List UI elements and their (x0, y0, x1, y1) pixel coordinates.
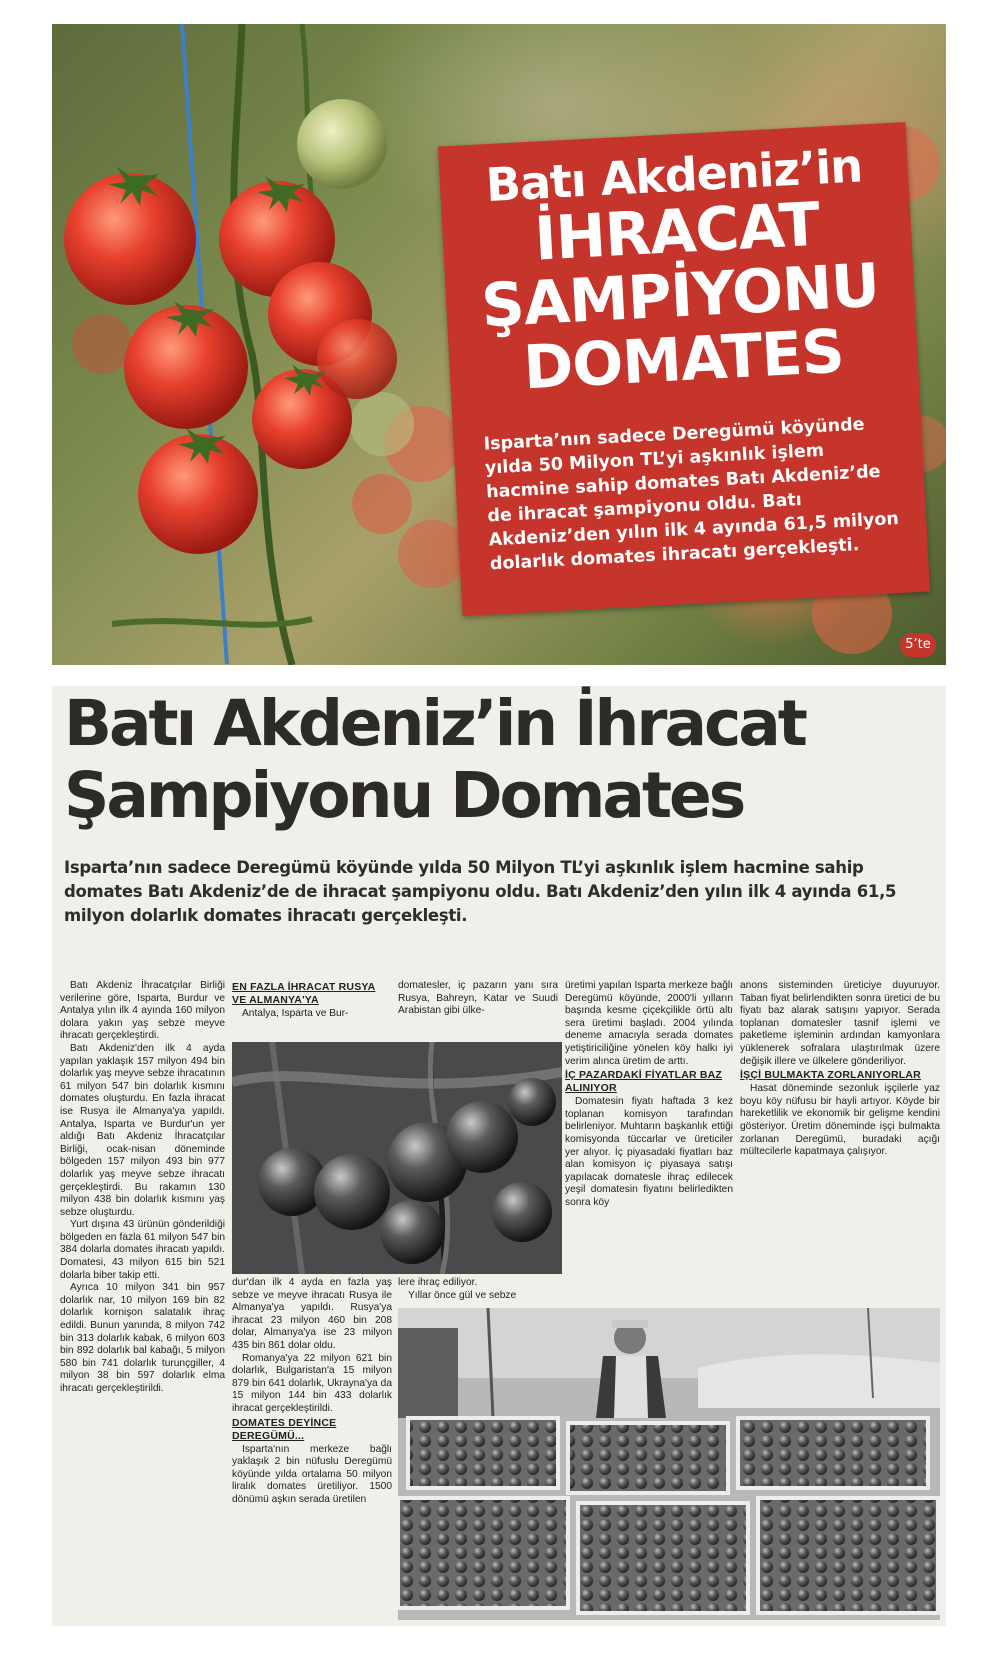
paragraph: Batı Akdeniz İhracatçılar Birliği verilerine göre, Isparta, Burdur ve Antalya yılın ilk 4 ayında 160 milyon dolara yakın yaş sebze meyve ihracatı gerçekleştirdi. (60, 980, 225, 1042)
article-column-2-bottom (232, 1277, 392, 1507)
article-headline (64, 688, 944, 832)
paragraph: üretimi yapılan Isparta merkeze bağlı Deregümü köyünde, 2000'li yılların başında kesme çiçekçilikle örtü altı sera üretimi başladı. 2004 yılında deneme amacıyla serada domates yetiştiriciliğine yönelen köy halkı iyi verim alınca üretim de arttı. (565, 980, 733, 1067)
promo-title-line4: DOMATES (521, 316, 846, 404)
paragraph: anons sisteminden üreticiye duyuruyor. Taban fiyat belirlendikten sonra üretici de bu fiyatı baz alarak satışını yapıyor. Serada toplanan domatesler tasnif işlemi ve paketleme işleminin ardından kamyonlara yüklenerek sofralara ulaştırılmak üzere değişik illere ve ülkelere gönderiliyor. (740, 980, 940, 1067)
paragraph: dur'dan ilk 4 ayda en fazla yaş sebze ve meyve ihracatı Rusya ile Almanya'ya yapıldı. Rusya'ya ihracat 23 milyon 460 bin 208 dolar, Almanya'ya ise 23 milyon 435 bin 861 dolar oldu. (232, 1277, 392, 1351)
promo-title-line3: ŞAMPİYONU (479, 250, 881, 342)
promo-title-line2: İHRACAT (532, 189, 821, 275)
subheading: İÇ PAZARDAKİ FİYATLAR BAZ ALINIYOR (565, 1069, 723, 1095)
greenhouse-tomatoes-photo (232, 1042, 562, 1274)
paragraph: Hasat döneminde sezonluk işçilerle yaz boyu köy nüfusu bir hayli artıyor. Köyde bir hareketlilik ve ekonomik bir gelişme kendini gösteriyor. Üretim döneminde işçi bulmakta zorlanan Deregümü, buradaki açığı mültecilerle kapatmaya çalışıyor. (740, 1083, 940, 1158)
paragraph: Romanya'ya 22 milyon 621 bin dolarlık, Bulgaristan'a 15 milyon 879 bin 641 dolarlık, Ukrayna'ya da 15 milyon 144 bin 433 dolarlık ihracat gerçekleştirildi. (232, 1352, 392, 1414)
article-column-3-top (398, 980, 558, 1018)
tomato-cluster-image (232, 1042, 562, 1274)
promo-title (439, 140, 919, 402)
promo-title-line1: Batı Akdeniz’in (484, 138, 864, 213)
article-clipping (52, 686, 946, 1626)
article-column-5 (740, 980, 940, 1159)
paragraph: Yurt dışına 43 ürünün gönderildiği bölgeden en fazla 61 milyon 547 bin 384 dolarla domates ihracatı yapıldı. Domatesi, 43 milyon 615 bin 521 dolarla biber takip etti. (60, 1219, 225, 1281)
paragraph: Batı Akdeniz'den ilk 4 ayda yapılan yaklaşık 157 milyon 494 bin dolarlık yaş meyve sebze ihracatının 61 milyon 547 bin dolarlık kısmını domates oluşturdu. En fazla ihracat ise Rusya ile Almanya'ya yapıldı. Antalya, Isparta ve Burdur'un yer aldığı Batı Akdeniz İhracatçılar Birliği, ocak-nisan döneminde bölgeden 157 milyon 493 bin 977 dolarlık yaş meyve sebze ihracatı gerçekleştirdi. Bu rakamın 130 milyon 438 bin dolarlık kısmını yaş sebze oluşturdu. (60, 1042, 225, 1218)
paragraph: Ayrıca 10 milyon 341 bin 957 dolarlık nar, 10 milyon 169 bin 82 dolarlık kornişon salatalık ihraç edildi. Bunun yanında, 8 milyon 742 bin 313 dolarlık kabak, 6 milyon 603 bin 892 dolarlık bal kabağı, 5 milyon 580 bin 741 dolarlık turunçgiller, 4 milyon 38 bin 597 dolarlık elma ihracatı gerçekleştirildi. (60, 1282, 225, 1394)
article-headline-line1: Batı Akdeniz’in İhracat (64, 687, 805, 760)
article-headline-line2: Şampiyonu Domates (64, 759, 744, 832)
greenhouse-harvest-image (398, 1308, 940, 1620)
article-column-2-top (232, 980, 392, 1021)
article-column-4 (565, 980, 733, 1210)
cover-clipping (52, 24, 946, 665)
paragraph: Isparta'nın merkeze bağlı yaklaşık 2 bin nüfuslu Deregümü köyünde yılda ortalama 50 milyon liralık domates üretiliyor. 1500 dönümü aşkın serada üretilen (232, 1443, 392, 1505)
paragraph: Yıllar önce gül ve sebze (408, 1289, 517, 1301)
paragraph: lere ihraç ediliyor. (398, 1277, 478, 1288)
paragraph: Domatesin fiyatı haftada 3 kez toplanan komisyon tarafından belirleniyor. Muhtarın başkanlık ettiği komisyonda tüccarlar ve üreticiler yer alıyor. İç piyasadaki fiyatları baz alan komisyon iç piyasaya satışı yapılacak domatesle ihraç edilecek yeşil domatesin fiyatını belirledikten sonra köy (565, 1096, 733, 1208)
promo-lead: Isparta’nın sadece Deregümü köyünde yılda 50 Milyon TL’yi aşkınlık işlem hacmine sahip domates Batı Akdeniz’de de ihracat şampiyonu oldu. Batı Akdeniz’den yılın ilk 4 ayında 61,5 milyon dolarlık domates ihracatı gerçekleşti. (483, 414, 900, 575)
article-column-3-bottom (398, 1277, 558, 1302)
farmer-with-crates-photo (398, 1308, 940, 1620)
page-reference-badge: 5’te (900, 633, 936, 657)
subheading: DOMATES DEYİNCE DEREGÜMÜ... (232, 1416, 337, 1442)
subheading: İŞÇİ BULMAKTA ZORLANIYORLAR (740, 1069, 921, 1082)
article-column-1 (60, 980, 225, 1396)
article-lead: Isparta’nın sadece Deregümü köyünde yılda 50 Milyon TL’yi aşkınlık işlem hacmine sahip domates Batı Akdeniz’de de ihracat şampiyonu oldu. Batı Akdeniz’den yılın ilk 4 ayında 61,5 milyon dolarlık domates ihracatı gerçekleşti. (64, 858, 897, 925)
paragraph: domatesler, iç pazarın yanı sıra Rusya, Bahreyn, Katar ve Suudi Arabistan gibi ülke- (398, 980, 558, 1017)
subheading: EN FAZLA İHRACAT RUSYA VE ALMANYA'YA (232, 981, 376, 1006)
paragraph: Antalya, Isparta ve Bur- (242, 1008, 349, 1019)
promo-headline-box (438, 122, 930, 616)
